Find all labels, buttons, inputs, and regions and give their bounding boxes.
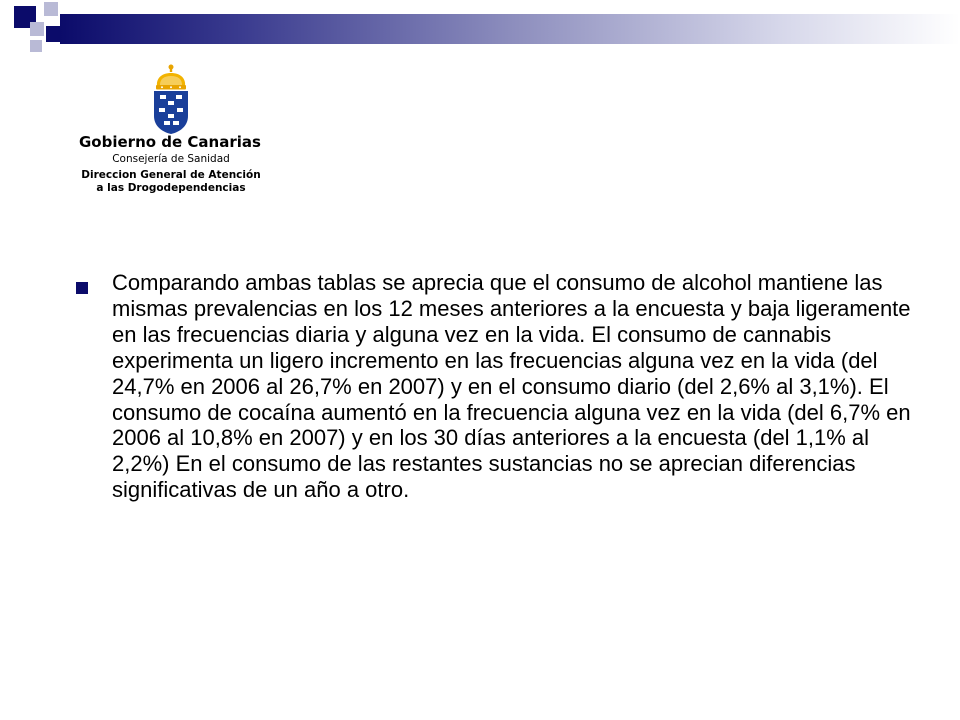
- organization-name: Gobierno de Canarias: [79, 133, 261, 151]
- canary-islands-crest-icon: [148, 64, 194, 136]
- decor-square: [30, 40, 42, 52]
- body-paragraph: Comparando ambas tablas se aprecia que el consumo de alcohol mantiene las mismas prevalencias en los 12 meses anteriores a la encuesta y baja ligeramente en las frecuencias diaria y alguna vez en la vida. El consumo de cannabis experimenta un ligero incremento en las frecuencias alguna vez en la vida (del 24,7% en 2006 al 26,7% en 2007) y en el consumo diario (del 2,6% al 3,1%). El consumo de cocaína aumentó en la frecuencia alguna vez en la vida (del 6,7% en 2006 al 10,8% en 2007) y en los 30 días anteriores a la encuesta (del 1,1% al 2,2%) En el consumo de las restantes sustancias no se aprecian diferencias significativas de un año a otro.: [112, 270, 911, 503]
- header-gradient-bar: [60, 14, 960, 44]
- directorate-name-line1: Direccion General de Atención: [81, 169, 261, 181]
- organization-logo: [70, 60, 270, 205]
- decor-square: [44, 2, 58, 16]
- header-decoration: [0, 0, 960, 60]
- decor-square: [30, 22, 44, 36]
- square-bullet-icon: [76, 282, 88, 294]
- directorate-name-line2: a las Drogodependencias: [96, 182, 246, 194]
- department-name: Consejería de Sanidad: [112, 153, 230, 165]
